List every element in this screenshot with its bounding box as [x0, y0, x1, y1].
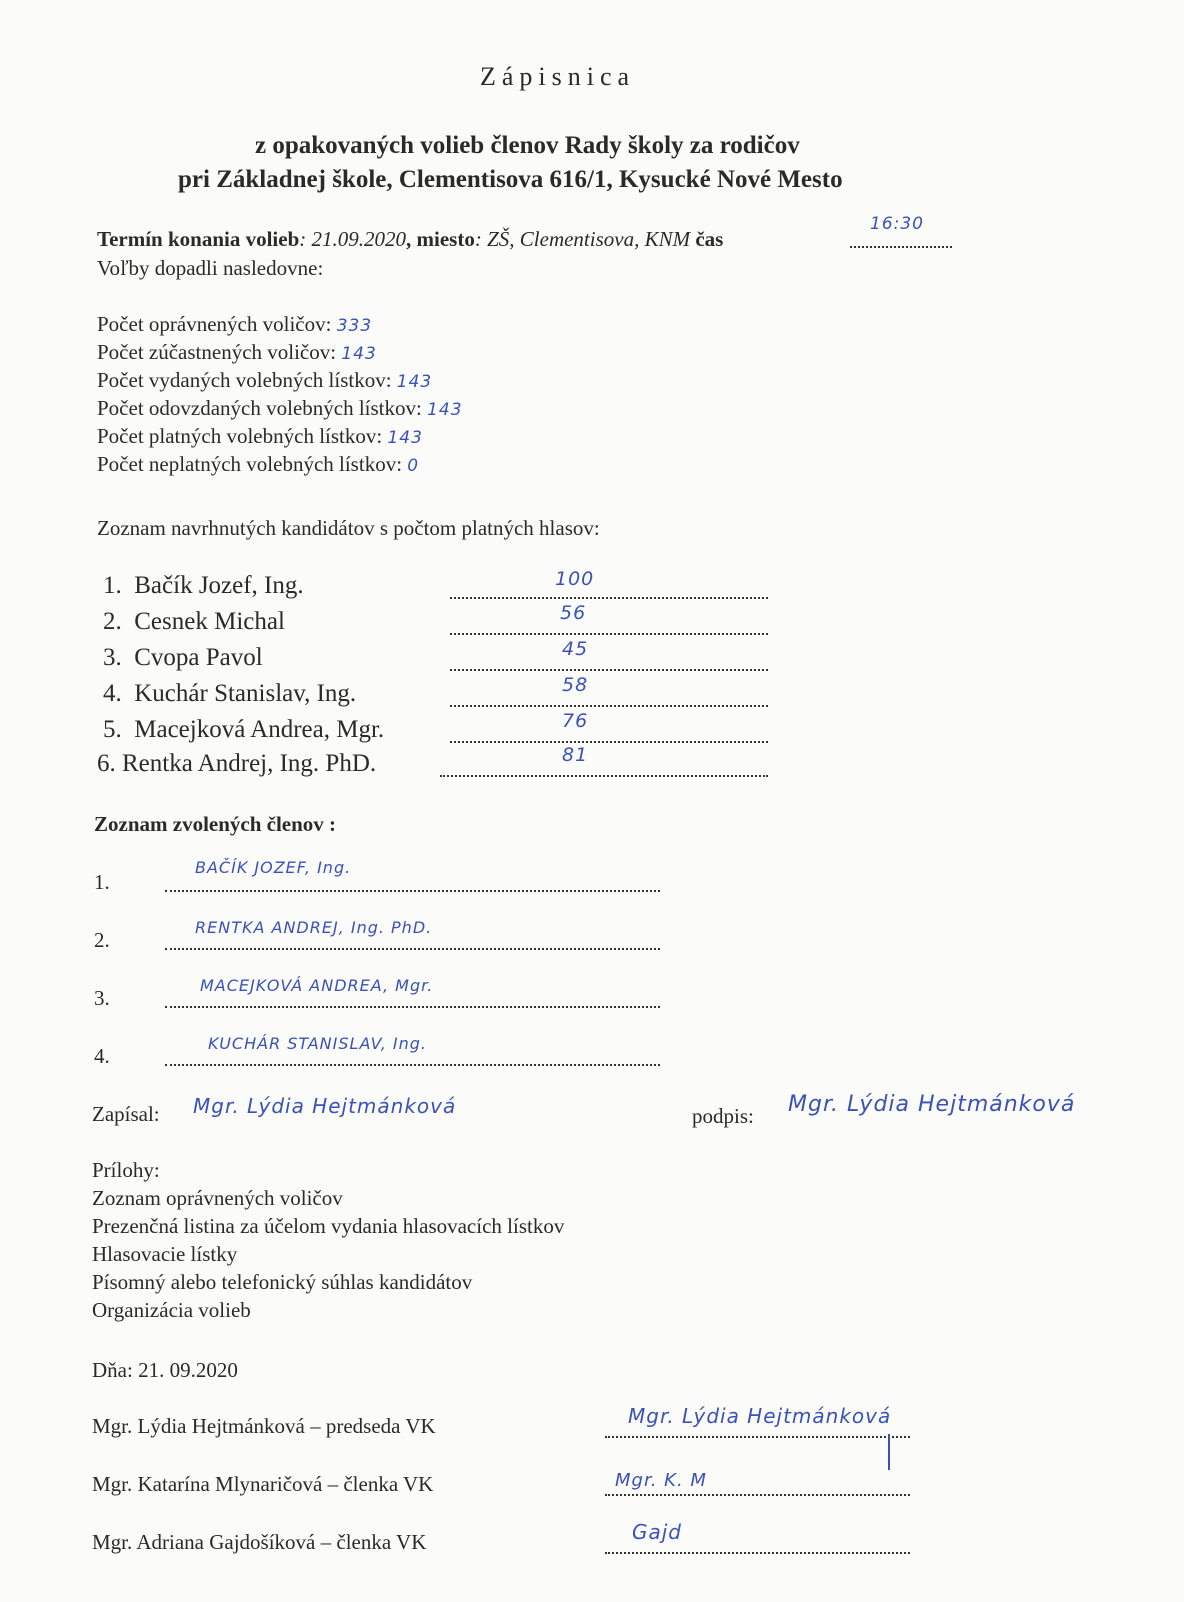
- candidate-row: [103, 716, 384, 744]
- elected-heading: Zoznam zvolených členov :: [94, 812, 337, 836]
- committee-dotted-line: [605, 1494, 910, 1496]
- candidate-row: [103, 644, 263, 672]
- candidate-votes: 45: [562, 638, 589, 660]
- stat-participating-voters: [97, 340, 377, 365]
- candidate-name: Kuchár Stanislav, Ing.: [134, 680, 357, 707]
- committee-signature: Mgr. Lýdia Hejtmánková: [628, 1404, 892, 1428]
- stat-value: 143: [427, 400, 463, 420]
- elected-dotted-line: [165, 948, 660, 950]
- elected-dotted-line: [165, 1064, 660, 1066]
- subtitle-line-1: z opakovaných volieb členov Rady školy za rodičov: [255, 132, 800, 159]
- candidate-row: [103, 680, 356, 708]
- attachments-heading: Prílohy:: [92, 1158, 160, 1182]
- stat-label: Počet vydaných volebných lístkov:: [97, 368, 392, 392]
- stat-value: 0: [407, 456, 420, 476]
- elected-dotted-line: [165, 1006, 660, 1008]
- signature-stroke: [888, 1434, 890, 1470]
- candidate-votes: 81: [562, 744, 589, 766]
- candidate-row: [103, 572, 304, 600]
- subtitle-line-2: pri Základnej škole, Clementisova 616/1, Kysucké Nové Mesto: [178, 166, 843, 193]
- date-line: Dňa: 21. 09.2020: [92, 1358, 238, 1382]
- candidate-dotted-line: [450, 633, 768, 635]
- candidate-name: Rentka Andrej, Ing. PhD.: [122, 750, 377, 777]
- attachment-item: Hlasovacie lístky: [92, 1242, 238, 1266]
- candidate-dotted-line: [440, 775, 768, 777]
- candidate-name: Bačík Jozef, Ing.: [134, 572, 304, 599]
- candidate-number: 6.: [97, 750, 116, 777]
- candidate-votes: 58: [562, 674, 589, 696]
- stat-label: Počet oprávnených voličov:: [97, 312, 332, 336]
- candidate-votes: 76: [562, 710, 589, 732]
- time-value: 16:30: [870, 214, 924, 234]
- time-dotted-line: [850, 246, 952, 248]
- elected-number: 4.: [94, 1044, 110, 1068]
- stat-label: Počet odovzdaných volebných lístkov:: [97, 396, 422, 420]
- committee-member: Mgr. Lýdia Hejtmánková – predseda VK: [92, 1414, 436, 1438]
- elected-number: 3.: [94, 986, 110, 1010]
- candidate-number: 2.: [103, 608, 122, 635]
- elected-dotted-line: [165, 890, 660, 892]
- candidate-dotted-line: [450, 705, 768, 707]
- attachment-item: Zoznam oprávnených voličov: [92, 1186, 343, 1210]
- signature-label: podpis:: [692, 1104, 754, 1128]
- candidate-dotted-line: [450, 741, 768, 743]
- place-value: : ZŠ, Clementisova, KNM: [474, 227, 691, 251]
- committee-dotted-line: [605, 1436, 910, 1438]
- candidate-votes: 100: [555, 568, 595, 590]
- elected-name: KUCHÁR STANISLAV, Ing.: [208, 1034, 427, 1053]
- candidate-name: Cvopa Pavol: [134, 644, 263, 671]
- elected-name: BAČÍK JOZEF, Ing.: [195, 858, 352, 877]
- candidate-row: [97, 750, 376, 778]
- stat-label: Počet platných volebných lístkov:: [97, 424, 383, 448]
- term-date: : 21.09.2020: [299, 227, 407, 251]
- candidate-number: 4.: [103, 680, 122, 707]
- term-label: Termín konania volieb: [97, 227, 300, 251]
- attachment-item: Prezenčná listina za účelom vydania hlasovacích lístkov: [92, 1214, 565, 1238]
- candidate-votes: 56: [560, 602, 587, 624]
- stat-returned-ballots: [97, 396, 463, 421]
- candidate-name: Cesnek Michal: [134, 608, 285, 635]
- candidate-name: Macejková Andrea, Mgr.: [134, 716, 385, 743]
- stat-value: 143: [387, 428, 423, 448]
- stat-valid-ballots: [97, 424, 423, 449]
- committee-member: Mgr. Katarína Mlynaričová – členka VK: [92, 1472, 434, 1496]
- stat-value: 143: [396, 372, 433, 392]
- attachment-item: Organizácia volieb: [92, 1298, 251, 1322]
- time-label: čas: [695, 227, 724, 251]
- candidate-number: 5.: [103, 716, 122, 743]
- stat-label: Počet neplatných volebných lístkov:: [97, 452, 403, 476]
- recorder-name: Mgr. Lýdia Hejtmánková: [193, 1094, 457, 1118]
- recorder-signature: Mgr. Lýdia Hejtmánková: [788, 1092, 1076, 1117]
- stat-invalid-ballots: [97, 452, 419, 477]
- committee-dotted-line: [605, 1552, 910, 1554]
- candidate-row: [103, 608, 285, 636]
- place-label: , miesto: [406, 227, 475, 251]
- elected-number: 1.: [94, 870, 110, 894]
- stat-label: Počet zúčastnených voličov:: [97, 340, 337, 364]
- stat-issued-ballots: [97, 368, 432, 393]
- elected-name: MACEJKOVÁ ANDREA, Mgr.: [200, 976, 434, 995]
- committee-signature: Gajd: [632, 1520, 683, 1544]
- candidate-dotted-line: [450, 597, 768, 599]
- candidate-number: 3.: [103, 644, 122, 671]
- attachment-item: Písomný alebo telefonický súhlas kandidátov: [92, 1270, 473, 1294]
- stat-eligible-voters: [97, 312, 372, 337]
- candidate-number: 1.: [103, 572, 122, 599]
- elected-name: RENTKA ANDREJ, Ing. PhD.: [195, 918, 433, 937]
- committee-member: Mgr. Adriana Gajdošíková – členka VK: [92, 1530, 427, 1554]
- stat-value: 333: [336, 316, 373, 336]
- results-intro: Voľby dopadli nasledovne:: [97, 256, 324, 280]
- term-line: [97, 227, 723, 252]
- elected-number: 2.: [94, 928, 110, 952]
- candidates-heading: Zoznam navrhnutých kandidátov s počtom platných hlasov:: [97, 516, 600, 540]
- committee-signature: Mgr. K. M: [615, 1470, 707, 1491]
- page-title: Zápisnica: [480, 62, 636, 91]
- recorder-label: Zapísal:: [92, 1102, 160, 1126]
- candidate-dotted-line: [450, 669, 768, 671]
- stat-value: 143: [341, 344, 377, 364]
